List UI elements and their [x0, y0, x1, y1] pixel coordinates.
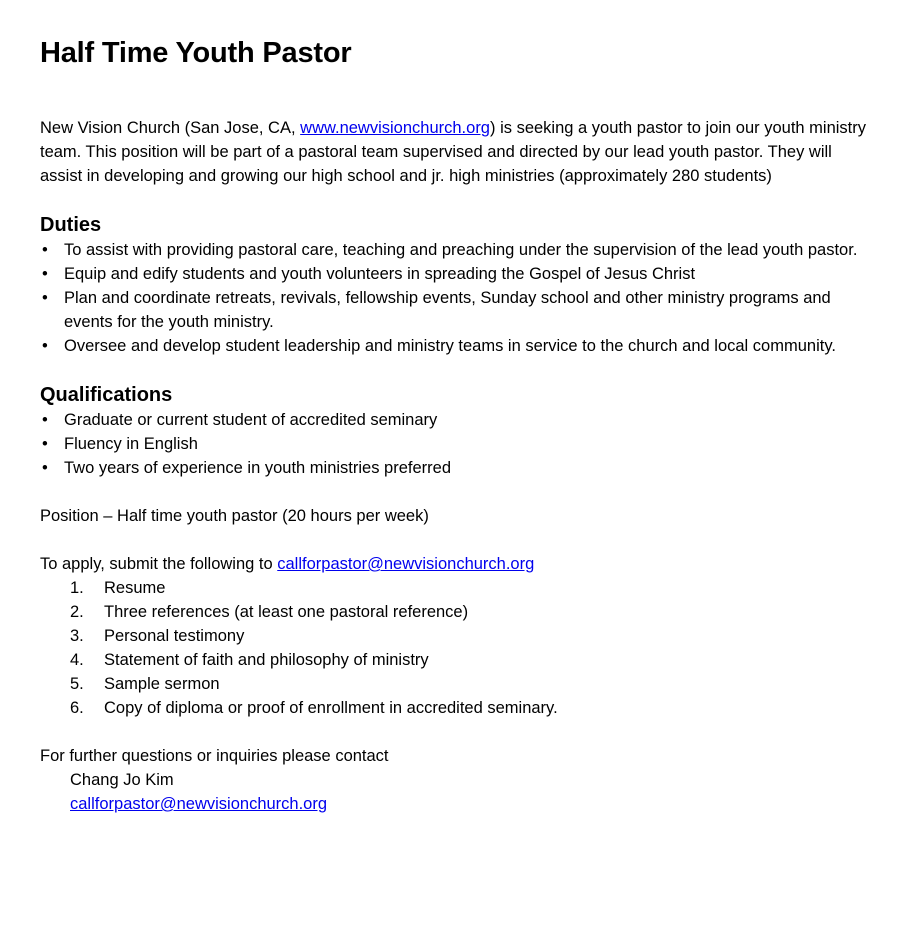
list-item-text: To assist with providing pastoral care, teaching and preaching under the supervision of the lead youth pastor. [64, 241, 858, 259]
document-page [40, 34, 875, 816]
contact-line: For further questions or inquiries please contact [40, 747, 389, 765]
spacer [40, 720, 875, 744]
step-number: 3. [70, 627, 84, 645]
bullet-marker: • [42, 241, 48, 259]
intro-text-before: New Vision Church (San Jose, CA, [40, 119, 301, 137]
list-item [40, 576, 875, 600]
step-number: 2. [70, 603, 84, 621]
step-number: 1. [70, 579, 84, 597]
step-text: Sample sermon [104, 675, 220, 693]
contact-email-line [40, 792, 875, 816]
bullet-marker: • [42, 337, 48, 355]
list-item [40, 286, 875, 334]
list-item [40, 624, 875, 648]
intro-text-after: ) is seeking a youth pastor to join our youth ministry team. This position will be part of a pastoral team supervised and directed by our lead youth pastor. They will assist in developing and growing our high school and jr. high ministries (approximately 280 students) [40, 119, 867, 185]
bullet-marker: • [42, 459, 48, 477]
step-text: Copy of diploma or proof of enrollment in accredited seminary. [104, 699, 558, 717]
list-item [40, 262, 875, 286]
spacer [40, 528, 875, 552]
contact-email-link[interactable]: callforpastor@newvisionchurch.org [70, 795, 328, 813]
bullet-marker: • [42, 435, 48, 453]
list-item-text: Graduate or current student of accredited seminary [64, 411, 438, 429]
step-text: Statement of faith and philosophy of ministry [104, 651, 429, 669]
apply-email-link[interactable]: callforpastor@newvisionchurch.org [277, 555, 535, 573]
step-text: Personal testimony [104, 627, 245, 645]
qualifications-list [40, 408, 875, 480]
apply-line [40, 552, 875, 576]
position-line: Position – Half time youth pastor (20 hours per week) [40, 507, 429, 525]
list-item [40, 696, 875, 720]
step-number: 6. [70, 699, 84, 717]
duties-section [40, 212, 875, 358]
list-item [40, 600, 875, 624]
list-item [40, 238, 875, 262]
list-item-text: Fluency in English [64, 435, 198, 453]
application-steps-list [40, 576, 875, 720]
page-title: Half Time Youth Pastor [40, 37, 352, 69]
church-website-link[interactable]: www.newvisionchurch.org [300, 119, 490, 137]
step-number: 4. [70, 651, 84, 669]
list-item-text: Two years of experience in youth ministries preferred [64, 459, 452, 477]
qualifications-heading: Qualifications [40, 384, 173, 406]
contact-name: Chang Jo Kim [70, 771, 174, 789]
list-item [40, 456, 875, 480]
duties-list [40, 238, 875, 358]
list-item-text: Plan and coordinate retreats, revivals, fellowship events, Sunday school and other ministry programs and events for the youth ministry. [64, 289, 831, 331]
step-text: Three references (at least one pastoral reference) [104, 603, 469, 621]
list-item [40, 334, 875, 358]
list-item [40, 432, 875, 456]
list-item [40, 648, 875, 672]
list-item-text: Equip and edify students and youth volunteers in spreading the Gospel of Jesus Christ [64, 265, 696, 283]
duties-heading: Duties [40, 214, 102, 236]
list-item [40, 408, 875, 432]
list-item [40, 672, 875, 696]
apply-text: To apply, submit the following to [40, 555, 278, 573]
spacer [40, 480, 875, 504]
bullet-marker: • [42, 411, 48, 429]
step-number: 5. [70, 675, 84, 693]
qualifications-section [40, 382, 875, 480]
bullet-marker: • [42, 265, 48, 283]
bullet-marker: • [42, 289, 48, 307]
list-item-text: Oversee and develop student leadership and ministry teams in service to the church and local community. [64, 337, 836, 355]
intro-paragraph [40, 116, 875, 188]
step-text: Resume [104, 579, 166, 597]
